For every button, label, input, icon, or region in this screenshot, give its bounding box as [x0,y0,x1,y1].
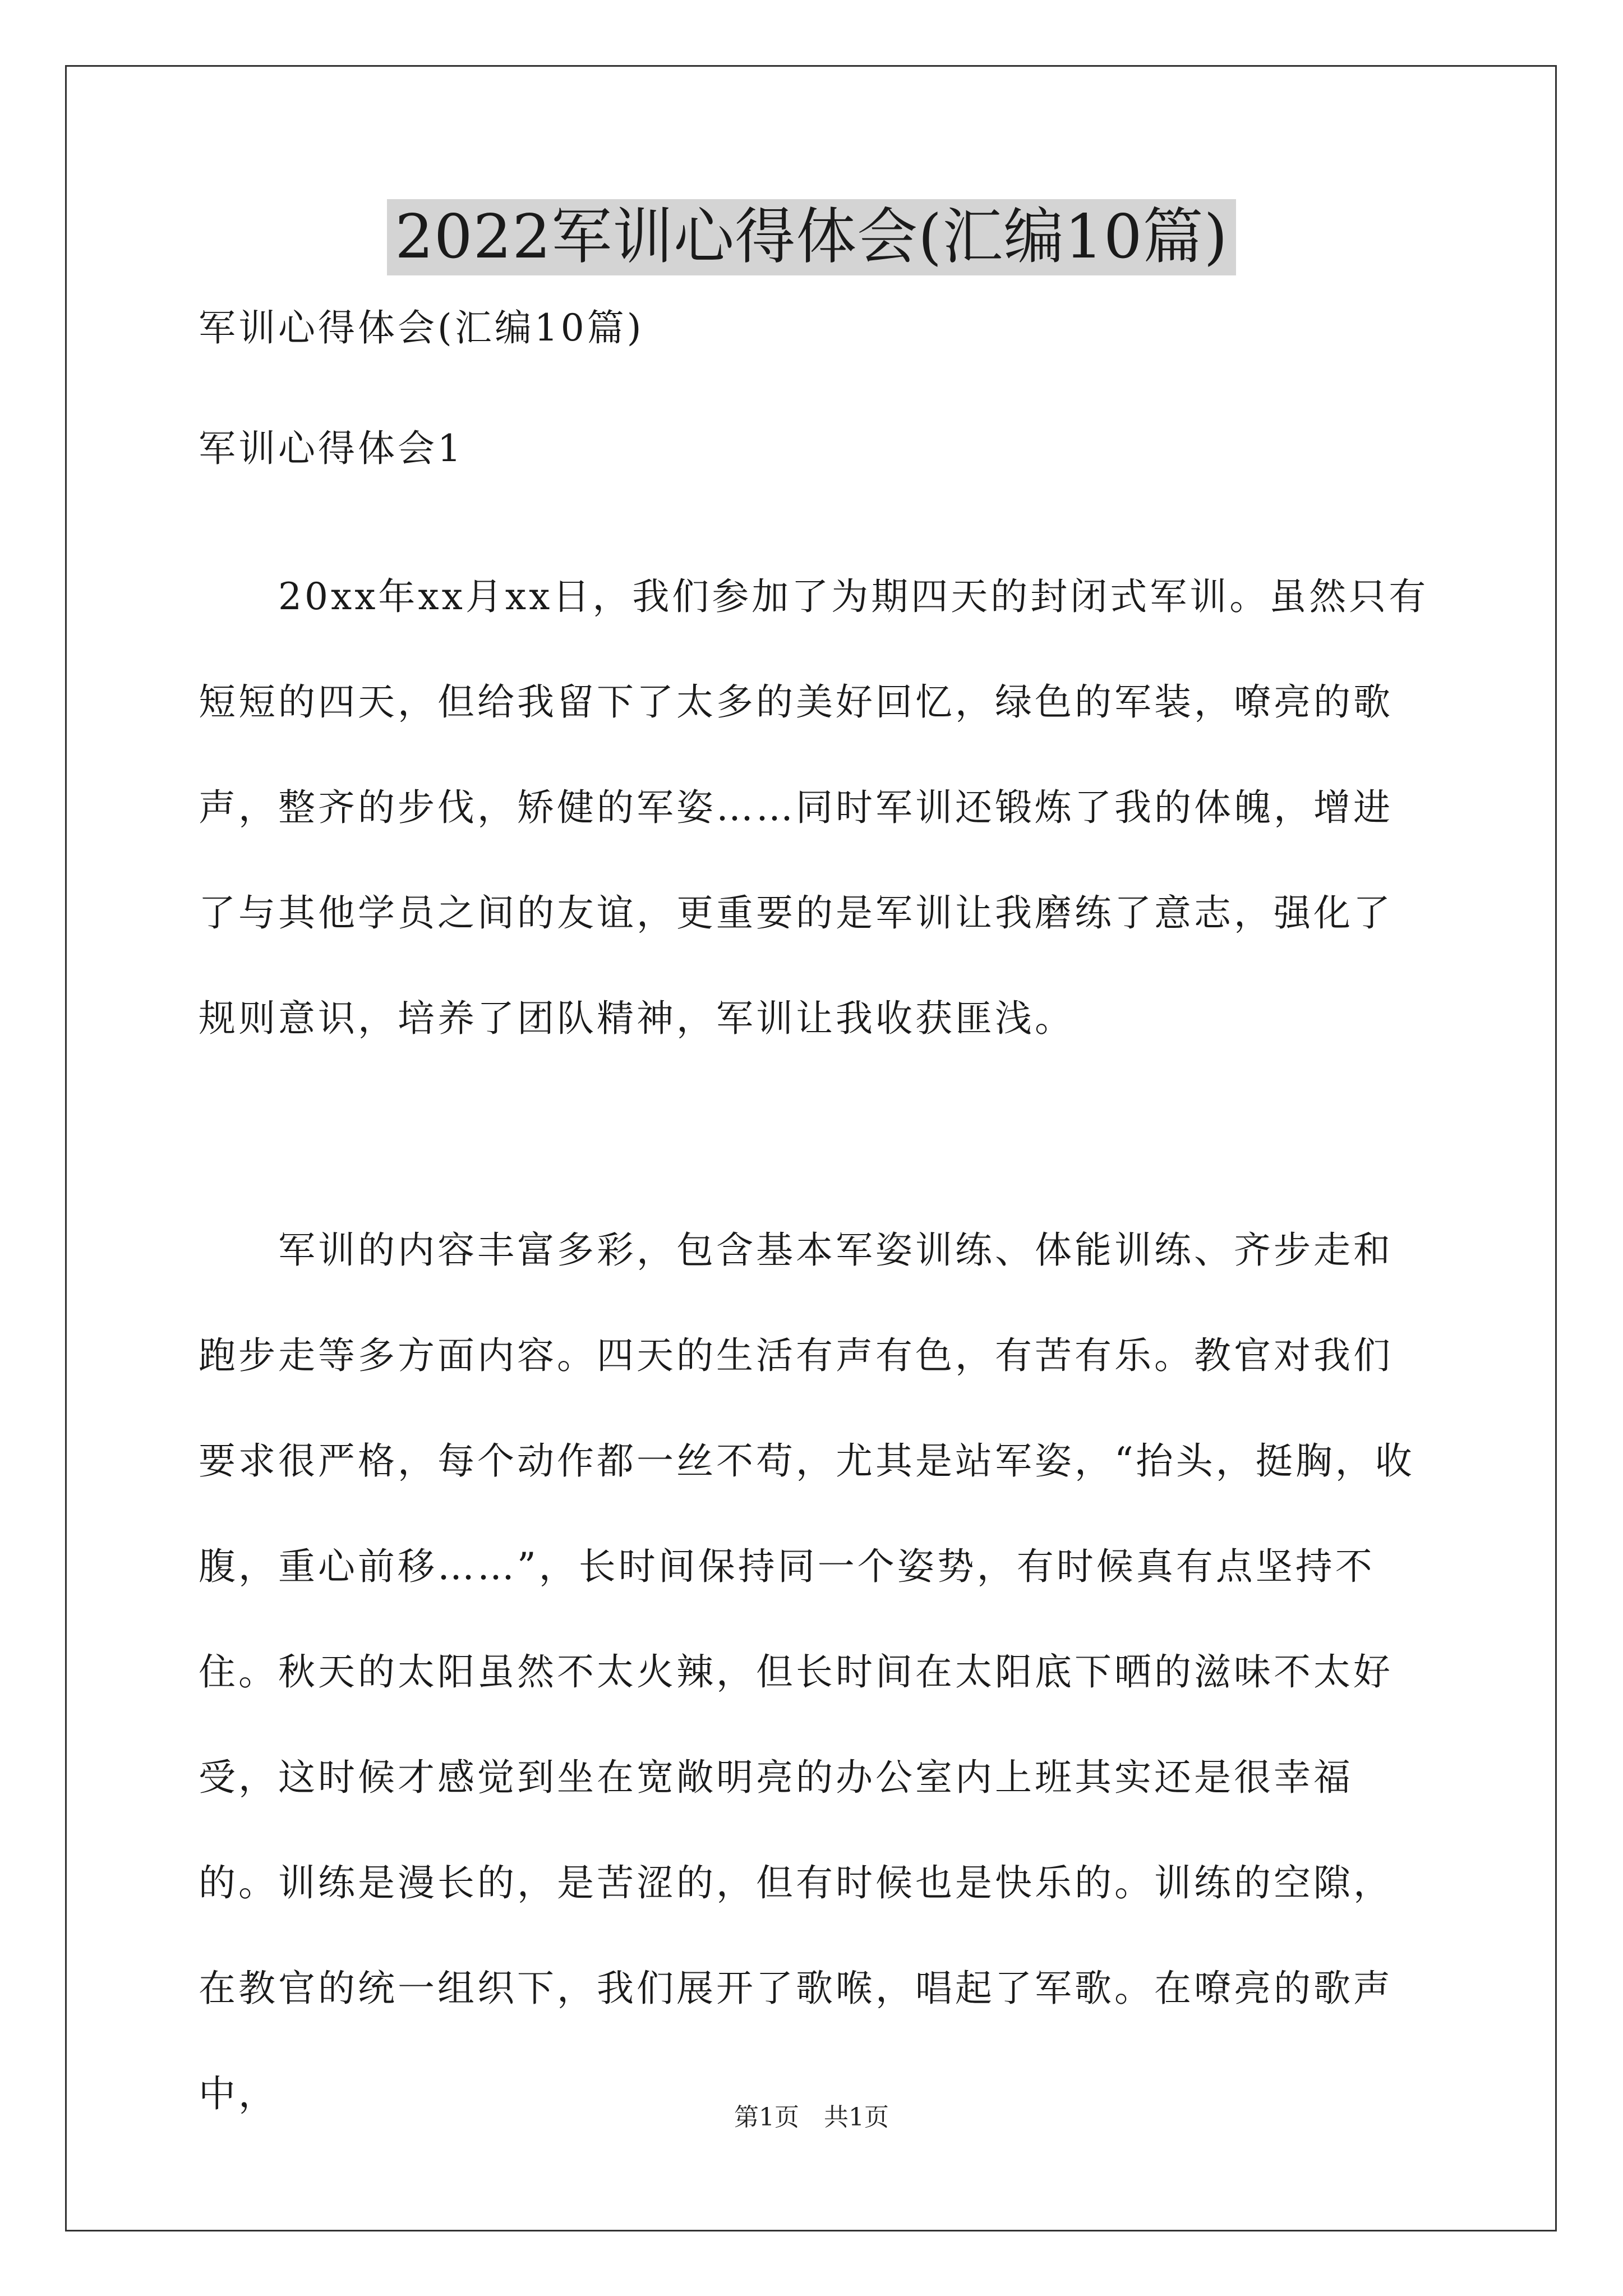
title-container [0,199,1623,275]
page-number-current: 第1页 [734,2103,799,2132]
section-heading: 军训心得体会1 [199,427,464,470]
page-number-total: 共1页 [824,2103,889,2132]
document-title: 2022军训心得体会(汇编10篇) [387,199,1236,275]
document-subtitle: 军训心得体会(汇编10篇) [199,306,644,349]
body-paragraph: 军训的内容丰富多彩，包含基本军姿训练、体能训练、齐步走和跑步走等多方面内容。四天的生活有声有色，有苦有乐。教官对我们要求很严格，每个动作都一丝不苟，尤其是站军姿，“抬头，挺胸，收腹，重心前移……”，长时间保持同一个姿势，有时候真有点坚持不住。秋天的太阳虽然不太火辣，但长时间在太阳底下晒的滋味不太好受，这时候才感觉到坐在宽敞明亮的办公室内上班其实还是很幸福的。训练是漫长的，是苦涩的，但有时候也是快乐的。训练的空隙，在教官的统一组织下，我们展开了歌喉，唱起了军歌。在嘹亮的歌声中， [199,1228,1415,2115]
page-footer [0,2101,1623,2134]
body-paragraph: 20xx年xx月xx日，我们参加了为期四天的封闭式军训。虽然只有短短的四天，但给我留下了太多的美好回忆，绿色的军装，嘹亮的歌声，整齐的步伐，矫健的军姿……同时军训还锻炼了我的体魄，增进了与其他学员之间的友谊，更重要的是军训让我磨练了意志，强化了规则意识，培养了团队精神，军训让我收获匪浅。 [199,575,1429,1040]
